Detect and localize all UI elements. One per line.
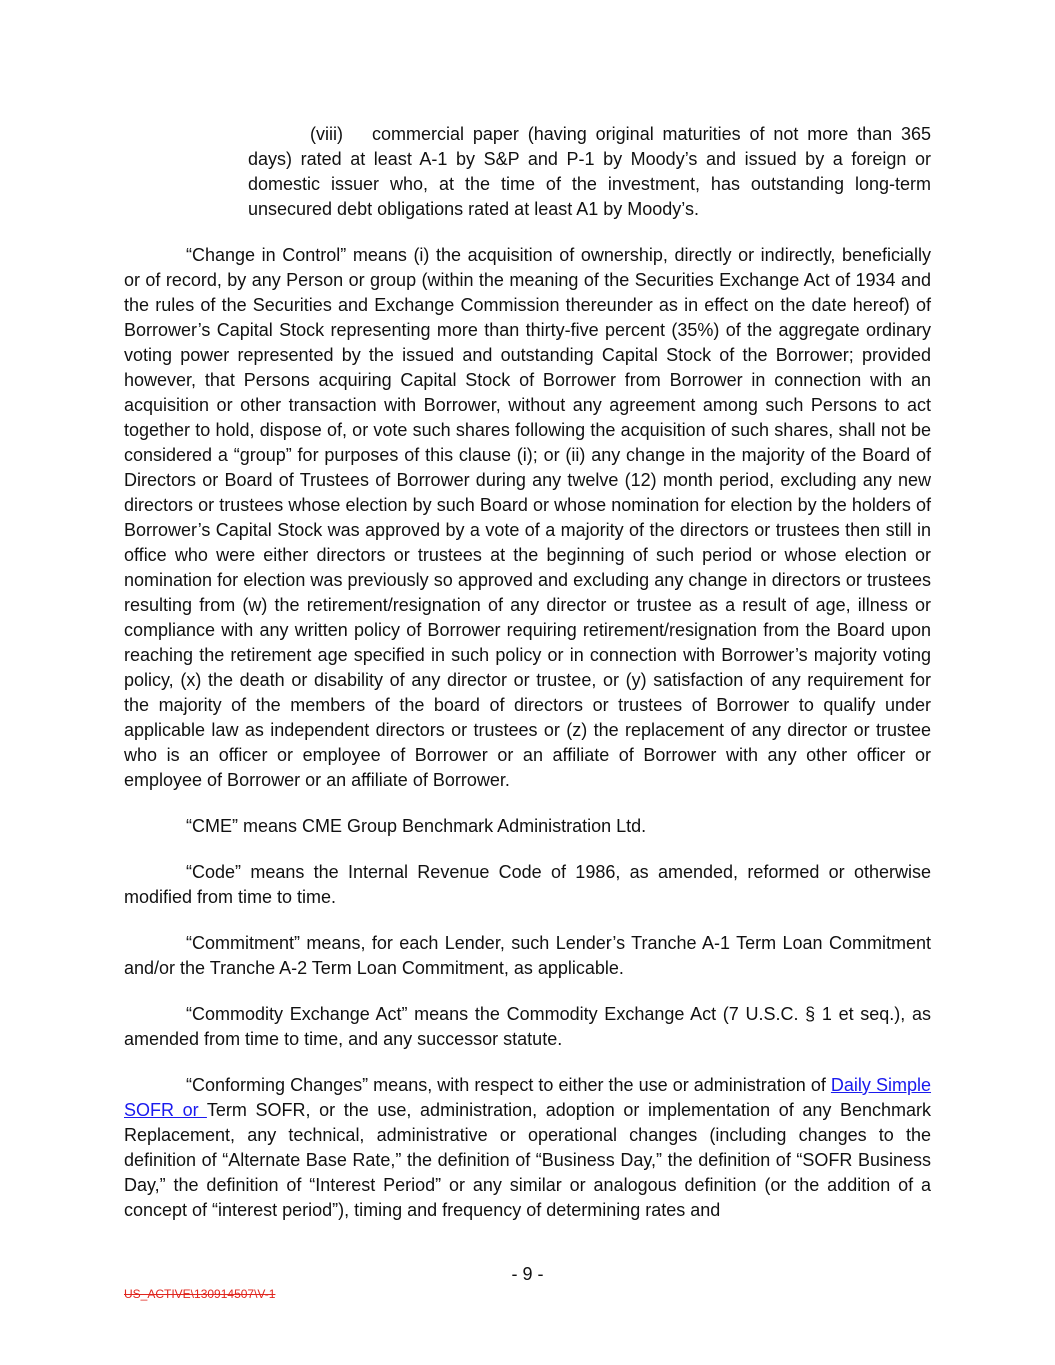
page-number: - 9 - <box>511 1264 544 1284</box>
definition-conforming-changes <box>124 1073 931 1223</box>
definition-cme: “CME” means CME Group Benchmark Administration Ltd. <box>186 816 647 836</box>
definition-commodity-exchange-act: “Commodity Exchange Act” means the Commodity Exchange Act (7 U.S.C. § 1 et seq.), as amended from time to time, and any successor statute. <box>124 1004 931 1049</box>
definition-change-in-control: “Change in Control” means (i) the acquisition of ownership, directly or indirectly, beneficially or of record, by any Person or group (within the meaning of the Securities Exchange Act of 1934 and the rules of the Securities and Exchange Commission thereunder as in effect on the date hereof) of Borrower’s Capital Stock representing more than thirty-five percent (35%) of the aggregate ordinary voting power represented by the issued and outstanding Capital Stock of the Borrower; provided however, that Persons acquiring Capital Stock of Borrower from Borrower in connection with an acquisition or other transaction with Borrower, without any agreement among such Persons to act together to hold, dispose of, or vote such shares following the acquisition of such shares, shall not be considered a “group” for purposes of this clause (i); or (ii) any change in the majority of the Board of Directors or Board of Trustees of Borrower during any twelve (12) month period, excluding any new directors or trustees whose election by such Board or whose nomination for election by the holders of Borrower’s Capital Stock was approved by a vote of a majority of the directors or trustees then still in office who were either directors or trustees at the beginning of such period or whose election or nomination for election was previously so approved and excluding any change in directors or trustees resulting from (w) the retirement/resignation of any director or trustee as a result of age, illness or compliance with any written policy of Borrower requiring retirement/resignation from the Board upon reaching the retirement age specified in such policy or in connection with Borrower’s majority voting policy, (x) the death or disability of any director or trustee, or (y) satisfaction of any requirement for the majority of the members of the board of directors or trustees of Borrower to qualify under applicable law as independent directors or trustees or (z) the replacement of any director or trustee who is an officer or employee of Borrower or an affiliate of Borrower with any other officer or employee of Borrower or an affiliate of Borrower. <box>124 245 931 790</box>
list-item-label: (viii) <box>310 124 343 144</box>
list-item-text: commercial paper (having original maturities of not more than 365 days) rated at least A-1 by S&P and P-1 by Moody’s and issued by a foreign or domestic issuer who, at the time of the investment, has outstanding long-term unsecured debt obligations rated at least A1 by Moody’s. <box>248 124 931 219</box>
document-page <box>124 122 931 1223</box>
conforming-changes-text-end: Term SOFR, or the use, administration, adoption or implementation of any Benchmark Replacement, any technical, administrative or operational changes (including changes to the definition of “Alternate Base Rate,” the definition of “Business Day,” the definition of “SOFR Business Day,” the definition of “Interest Period” or any similar or analogous definition (or the addition of a concept of “interest period”), timing and frequency of determining rates and <box>124 1100 931 1220</box>
document-id: US_ACTIVE\130914507\V-1 <box>124 1287 276 1301</box>
definition-commitment: “Commitment” means, for each Lender, such Lender’s Tranche A-1 Term Loan Commitment and/or the Tranche A-2 Term Loan Commitment, as applicable. <box>124 933 931 978</box>
list-item-viii <box>248 122 931 222</box>
inserted-text-link[interactable]: Daily Simple SOFR or <box>124 1075 932 1120</box>
conforming-changes-text-start: “Conforming Changes” means, with respect to either the use or administration of <box>186 1075 831 1095</box>
definition-code: “Code” means the Internal Revenue Code of 1986, as amended, reformed or otherwise modified from time to time. <box>124 862 931 907</box>
